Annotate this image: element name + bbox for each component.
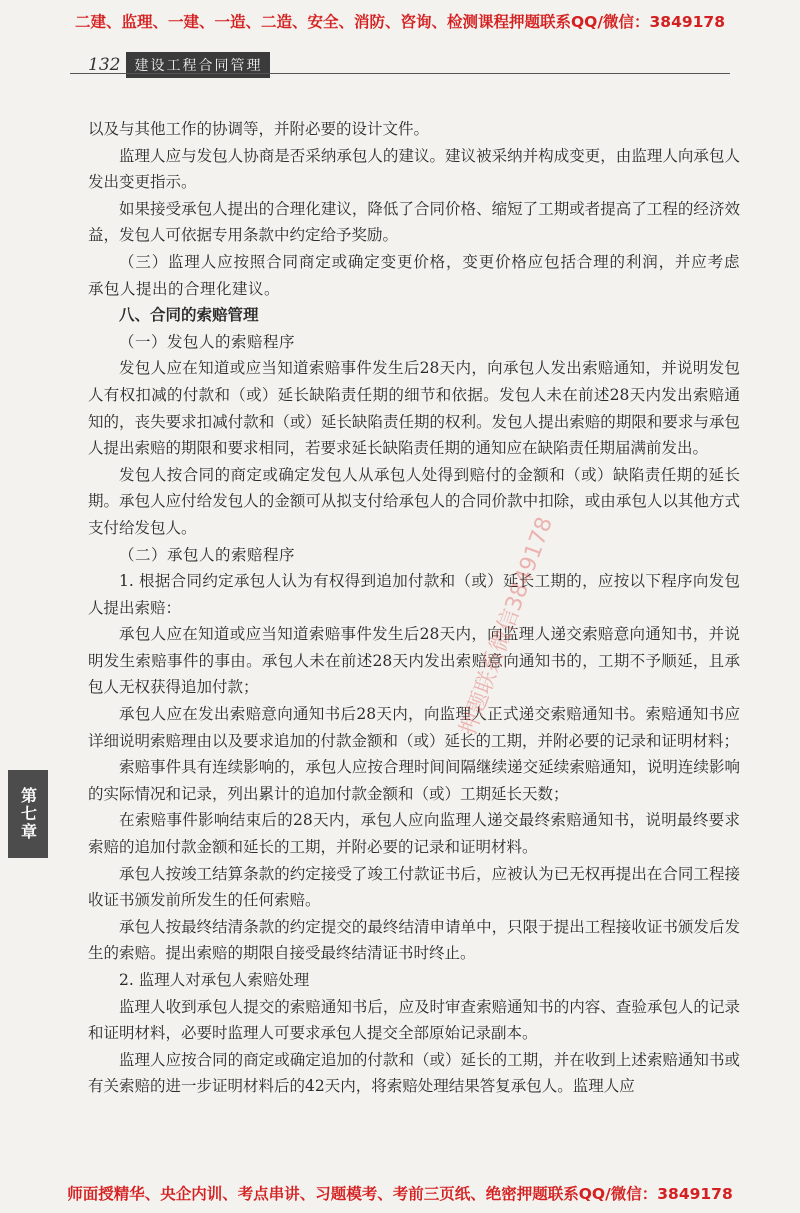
paragraph: 在索赔事件影响结束后的28天内，承包人应向监理人递交最终索赔通知书，说明最终要求索赔的追加付款金额和延长的工期，并附必要的记录和证明材料。: [88, 811, 740, 857]
paragraph: 发包人应在知道或应当知道索赔事件发生后28天内，向承包人发出索赔通知，并说明发包人有权扣减的付款和（或）延长缺陷责任期的细节和依据。发包人未在前述28天内发出索赔通知的，丧失要求扣减付款和（或）延长缺陷责任期的权利。发包人提出索赔的期限和要求与承包人提出索赔的期限和要求相同，若要求延长缺陷责任期的通知应在缺陷责任期届满前发出。: [88, 359, 740, 458]
paragraph: 发包人按合同的商定或确定发包人从承包人处得到赔付的金额和（或）缺陷责任期的延长期。承包人应付给发包人的金额可从拟支付给承包人的合同价款中扣除，或由承包人以其他方式支付给发包人。: [88, 465, 740, 537]
subsection-heading: （二）承包人的索赔程序: [119, 545, 296, 564]
page-number: 132: [88, 55, 121, 75]
paragraph: 以及与其他工作的协调等，并附必要的设计文件。: [88, 120, 430, 138]
section-heading: 八、合同的索赔管理: [119, 306, 259, 325]
paragraph: 监理人应按合同的商定或确定追加的付款和（或）延长的工期，并在收到上述索赔通知书或有关索赔的进一步证明材料后的42天内，将索赔处理结果答复承包人。监理人应: [88, 1050, 740, 1096]
paragraph: 如果接受承包人提出的合理化建议，降低了合同价格、缩短了工期或者提高了工程的经济效益，发包人可依据专用条款中约定给予奖励。: [88, 199, 740, 245]
paragraph: 1. 根据合同约定承包人认为有权得到追加付款和（或）延长工期的，应按以下程序向发包人提出索赔：: [88, 572, 740, 617]
paragraph: 监理人收到承包人提交的索赔通知书后，应及时审查索赔通知书的内容、查验承包人的记录和证明材料，必要时监理人可要求承包人提交全部原始记录副本。: [88, 997, 740, 1043]
paragraph: 承包人应在发出索赔意向通知书后28天内，向监理人正式递交索赔通知书。索赔通知书应详细说明索赔理由以及要求追加的付款金额和（或）延长的工期，并附必要的记录和证明材料；: [88, 705, 740, 750]
header-rule: [70, 73, 730, 74]
paragraph: 索赔事件具有连续影响的，承包人应按合理时间间隔继续递交延续索赔通知，说明连续影响的实际情况和记录，列出累计的追加付款金额和（或）工期延长天数；: [88, 758, 740, 803]
watermark-text: 押题联系微信3849178: [455, 513, 558, 739]
numbered-heading: 2. 监理人对承包人索赔处理: [119, 971, 310, 989]
paragraph: 承包人按最终结清条款的约定提交的最终结清申请单中，只限于提出工程接收证书颁发后发生的索赔。提出索赔的期限自接受最终结清证书时终止。: [88, 917, 740, 963]
top-promo-banner: 二建、监理、一建、一造、二造、安全、消防、咨询、检测课程押题联系QQ/微信：3849178: [74, 13, 725, 31]
bottom-promo-banner: 师面授精华、央企内训、考点串讲、习题模考、考前三页纸、绝密押题联系QQ/微信：3849178: [67, 1185, 733, 1203]
page-header: [88, 52, 270, 78]
paragraph: 承包人按竣工结算条款的约定接受了竣工付款证书后，应被认为已无权再提出在合同工程接收证书颁发前所发生的任何索赔。: [88, 864, 740, 910]
chapter-side-tab: 第七章: [8, 770, 48, 858]
paragraph: 监理人应与发包人协商是否采纳承包人的建议。建议被采纳并构成变更，由监理人向承包人发出变更指示。: [88, 146, 740, 192]
paragraph: 承包人应在知道或应当知道索赔事件发生后28天内，向监理人递交索赔意向通知书，并说明发生索赔事件的事由。承包人未在前述28天内发出索赔意向通知书的，工期不予顺延，且承包人无权获得追加付款；: [88, 625, 740, 697]
paragraph: （三）监理人应按照合同商定或确定变更价格，变更价格应包括合理的利润，并应考虑承包人提出的合理化建议。: [88, 252, 740, 298]
body-text: [88, 116, 740, 1100]
subsection-heading: （一）发包人的索赔程序: [119, 332, 296, 351]
book-title: 建设工程合同管理: [126, 52, 270, 78]
